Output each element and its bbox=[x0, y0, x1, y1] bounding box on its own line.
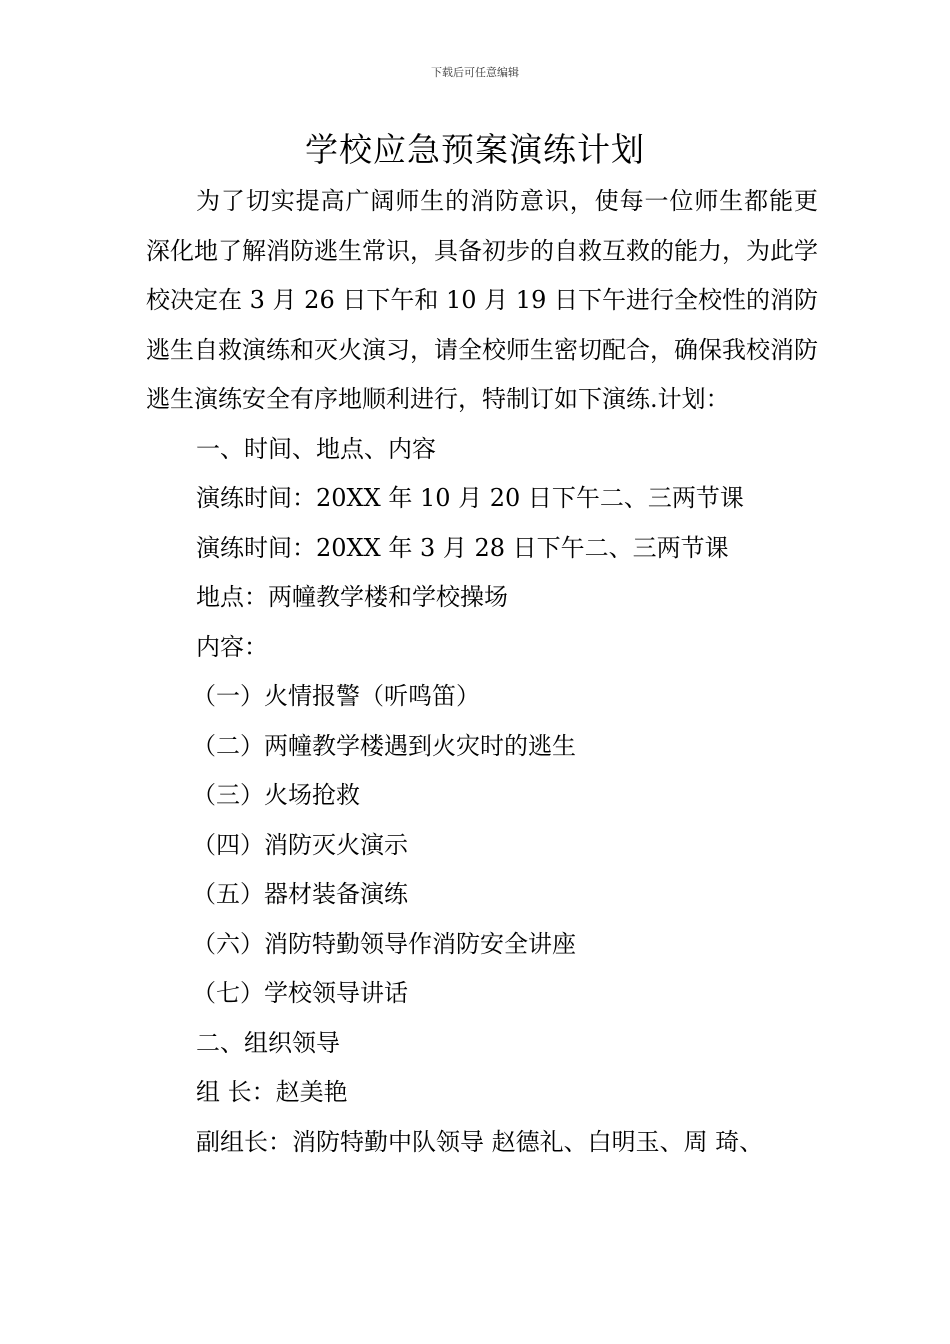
deputy-group-leader: 副组长：消防特勤中队领导 赵德礼、白明玉、周 琦、 bbox=[196, 1127, 764, 1156]
document-body bbox=[146, 177, 818, 1167]
content-item-3: （三）火场抢救 bbox=[192, 781, 360, 809]
content-item-7: （七）学校领导讲话 bbox=[192, 979, 408, 1007]
drill-time-2: 演练时间：20XX 年 3 月 28 日下午二、三两节课 bbox=[196, 533, 729, 562]
content-item-4: （四）消防灭火演示 bbox=[192, 830, 408, 859]
content-item-5: （五）器材装备演练 bbox=[192, 880, 408, 908]
content-label: 内容： bbox=[196, 632, 268, 661]
group-leader: 组 长：赵美艳 bbox=[196, 1078, 348, 1106]
header-note: 下载后可任意编辑 bbox=[431, 66, 519, 79]
intro-paragraph: 为了切实提高广阔师生的消防意识，使每一位师生都能更深化地了解消防逃生常识，具备初步的自救互救的能力，为此学校决定在 3 月 26 日下午和 10 月 19 日下午进行全校性的消防逃生自救演练和灭火演习，请全校师生密切配合，确保我校消防逃生演练安全有序地顺利进行，特制订如下演练.计划： bbox=[146, 187, 818, 413]
content-item-1: （一）火情报警（听鸣笛） bbox=[192, 682, 480, 710]
drill-place: 地点：两幢教学楼和学校操场 bbox=[196, 583, 508, 611]
drill-time-1: 演练时间：20XX 年 10 月 20 日下午二、三两节课 bbox=[196, 484, 744, 512]
document-title: 学校应急预案演练计划 bbox=[305, 130, 645, 169]
content-item-6: （六）消防特勤领导作消防安全讲座 bbox=[192, 929, 576, 958]
section-heading-organization: 二、组织领导 bbox=[196, 1028, 340, 1057]
content-item-2: （二）两幢教学楼遇到火灾时的逃生 bbox=[192, 731, 576, 760]
section-heading-time-place-content: 一、时间、地点、内容 bbox=[196, 434, 436, 463]
